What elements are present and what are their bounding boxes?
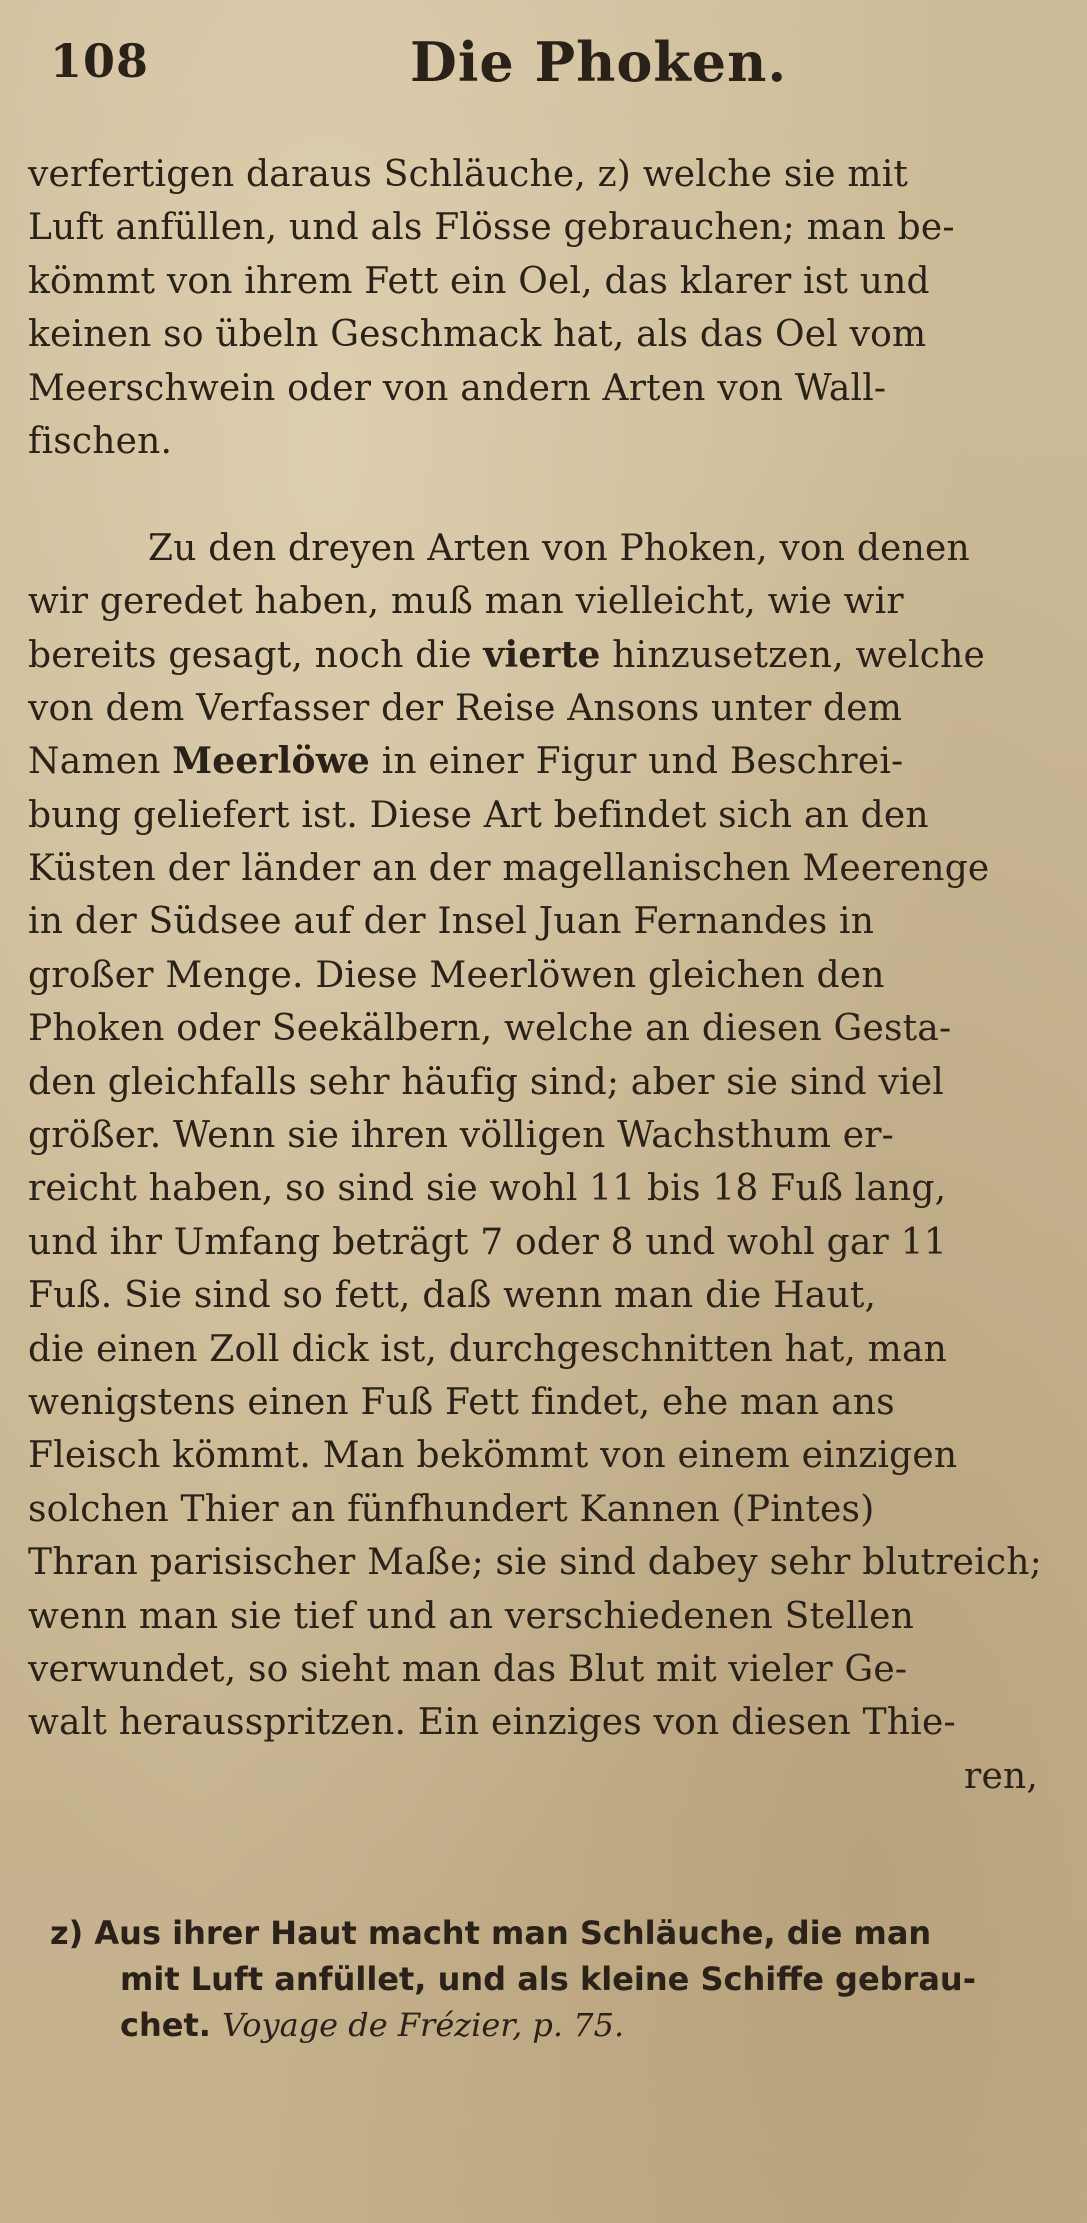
footnote-line: mit Luft anfüllet, und als kleine Schiffe gebrau- bbox=[120, 1960, 976, 1998]
text-line: walt herausspritzen. Ein einziges von diesen Thie- bbox=[28, 1702, 956, 1744]
text-line: verfertigen daraus Schläuche, z) welche sie mit bbox=[28, 154, 909, 195]
footnote-line: z) Aus ihrer Haut macht man Schläuche, die man bbox=[50, 1914, 932, 1952]
text-fragment: in einer Figur und Beschrei- bbox=[370, 741, 904, 783]
page-header bbox=[40, 28, 1050, 98]
text-line bbox=[28, 735, 1058, 788]
text-line bbox=[28, 629, 1058, 682]
main-text bbox=[28, 148, 1058, 1803]
catchword: ren, bbox=[964, 1755, 1038, 1797]
text-line: solchen Thier an fünfhundert Kannen (Pintes) bbox=[28, 1488, 875, 1530]
text-line: die einen Zoll dick ist, durchgeschnitten hat, man bbox=[28, 1328, 948, 1370]
text-line: Thran parisischer Maße; sie sind dabey sehr blutreich; bbox=[28, 1542, 1042, 1584]
text-line: Zu den dreyen Arten von Phoken, von denen bbox=[148, 527, 970, 569]
text-line: in der Südsee auf der Insel Juan Fernandes in bbox=[28, 901, 875, 943]
text-line: wenn man sie tief und an verschiedenen Stellen bbox=[28, 1595, 915, 1637]
running-title: Die Phoken. bbox=[410, 30, 788, 94]
text-line: bung geliefert ist. Diese Art befindet sich an den bbox=[28, 794, 929, 836]
text-line: Küsten der länder an der magellanischen Meerenge bbox=[28, 848, 990, 890]
text-line: Fuß. Sie sind so fett, daß wenn man die Haut, bbox=[28, 1275, 877, 1317]
paragraph-gap bbox=[28, 468, 1058, 521]
footnote-fragment: chet. bbox=[120, 2006, 223, 2044]
text-line: Luft anfüllen, und als Flösse gebrauchen; man be- bbox=[28, 207, 955, 249]
emphasis-vierte: vierte bbox=[483, 633, 601, 676]
text-line: keinen so übeln Geschmack hat, als das Oel vom bbox=[28, 314, 927, 356]
text-line: und ihr Umfang beträgt 7 oder 8 und wohl gar 11 bbox=[28, 1221, 947, 1263]
text-line: Fleisch kömmt. Man bekömmt von einem einzigen bbox=[28, 1435, 958, 1477]
text-line: wir geredet haben, muß man vielleicht, wie wir bbox=[28, 581, 904, 623]
text-line: den gleichfalls sehr häufig sind; aber sie sind viel bbox=[28, 1061, 944, 1103]
text-line: von dem Verfasser der Reise Ansons unter dem bbox=[28, 687, 903, 729]
text-line: Meerschwein oder von andern Arten von Wall- bbox=[28, 367, 887, 409]
footnote bbox=[50, 1910, 1060, 2048]
text-fragment: bereits gesagt, noch die bbox=[28, 634, 484, 676]
text-line: größer. Wenn sie ihren völligen Wachsthum er- bbox=[28, 1115, 894, 1157]
text-line: fischen. bbox=[28, 420, 173, 462]
footnote-line bbox=[50, 2002, 1060, 2048]
text-fragment: Namen bbox=[28, 741, 173, 783]
text-fragment: hinzusetzen, welche bbox=[600, 634, 985, 676]
text-line: Phoken oder Seekälbern, welche an diesen Gesta- bbox=[28, 1008, 952, 1050]
text-line: verwundet, so sieht man das Blut mit vieler Ge- bbox=[28, 1648, 908, 1690]
footnote-reference: Voyage de Frézier, p. 75. bbox=[222, 2006, 625, 2044]
text-line: kömmt von ihrem Fett ein Oel, das klarer ist und bbox=[28, 260, 930, 302]
text-line: reicht haben, so sind sie wohl 11 bis 18 Fuß lang, bbox=[28, 1168, 947, 1210]
emphasis-meerloewe: Meerlöwe bbox=[172, 740, 371, 783]
text-line: großer Menge. Diese Meerlöwen gleichen den bbox=[28, 954, 885, 996]
page-number: 108 bbox=[50, 34, 150, 88]
text-line: wenigstens einen Fuß Fett findet, ehe man ans bbox=[28, 1381, 895, 1423]
